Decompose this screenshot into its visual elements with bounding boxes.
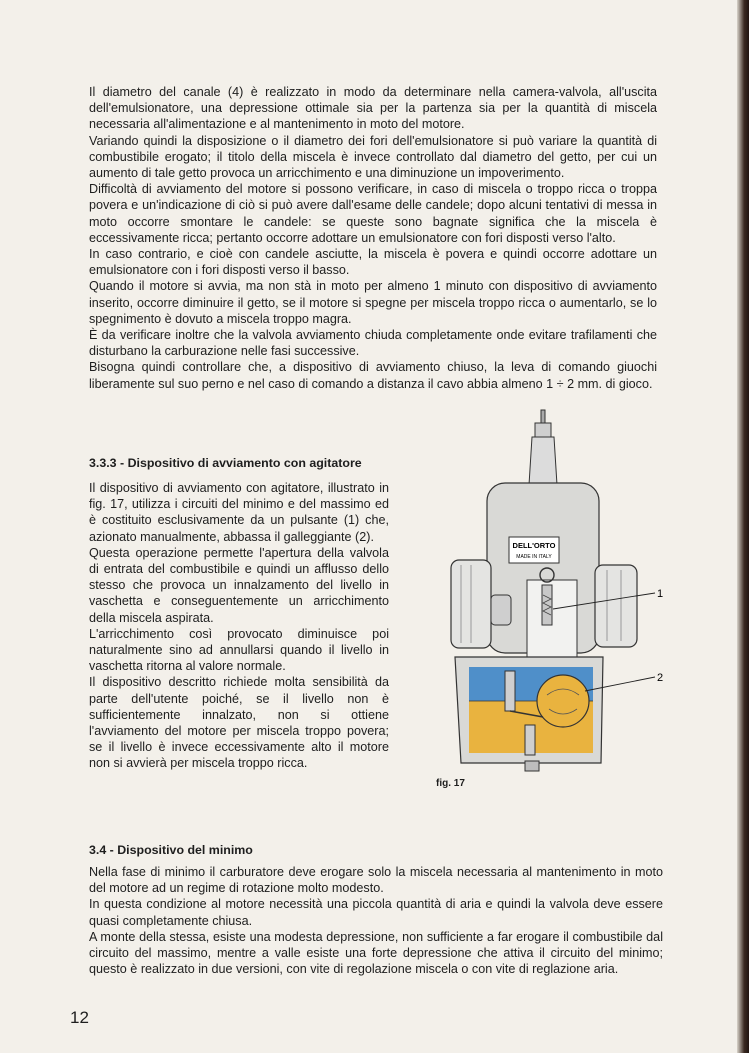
adjuster-nut — [535, 423, 551, 437]
paragraph: A monte della stessa, esiste una modesta depressione, non sufficiente a far erogare il combustibile dal circuito del massimo, mentre a valle esiste una forte depressione che attiva il circuito del minimo; questo è realizzato in due versioni, con vite di regolazione miscela o con vite di reglazione aria. — [89, 929, 663, 977]
page-edge — [737, 0, 749, 1053]
needle-valve — [505, 671, 515, 711]
drain-plug — [525, 761, 539, 771]
paragraph: In questa condizione al motore necessità una piccola quantità di aria e quindi la valvola deve essere quasi completamente chiusa. — [89, 897, 663, 928]
page-number: 12 — [70, 1008, 89, 1027]
figure-caption: fig. 17 — [436, 778, 465, 789]
paragraph: Il diametro del canale (4) è realizzato in modo da determinare nella camera-valvola, all'uscita dell'emulsionatore, una depressione ottimale sia per la partenza sia per la quantità di miscela necessaria all'alimentazione e al mantenimento in moto del motore. — [89, 85, 657, 132]
callout-label-1: 1 — [657, 588, 664, 600]
paragraph: Difficoltà di avviamento del motore si possono verificare, in caso di miscela o troppo ricca o troppa povera e un'indicazione di ciò si può avere dall'esame delle candele; dopo alcuni tentativi di messa in moto occorre smontare le candele: se queste sono bagnate significa che la miscela è eccessivamente ricca; pertanto occorre adottare un emulsionatore con fori disposti verso l'alto. — [89, 182, 657, 245]
paragraph: L'arricchimento così provocato diminuisce poi naturalmente sino ad annullarsi quando il livello in vaschetta ritorna al valore normale. — [89, 626, 389, 674]
float — [537, 675, 589, 727]
paragraph: Nella fase di minimo il carburatore deve erogare solo la miscela necessaria al mantenimento in moto del motore ad un regime di rotazione molto modesto. — [89, 865, 663, 896]
main-jet — [525, 725, 535, 755]
section-333-text — [89, 480, 389, 772]
brand-plate-line1: DELL'ORTO — [512, 541, 556, 550]
paragraph: Questa operazione permette l'apertura della valvola di entrata del combustibile e quindi un afflusso dello stesso che provoca un innalzamento del livello in vaschetta e conseguentemente un arricchimento della miscela aspirata. — [89, 545, 389, 625]
adjuster-stem — [541, 410, 545, 424]
paragraph: È da verificare inoltre che la valvola avviamento chiuda completamente onde evitare trafilamenti che disturbano la carburazione nelle fasi successive. — [89, 328, 657, 359]
carburetor-figure — [425, 405, 685, 785]
paragraph: Il dispositivo di avviamento con agitatore, illustrato in fig. 17, utilizza i circuiti del minimo e del massimo ed è costituito esclusivamente da un pulsante (1) che, azionato manualmente, abbassa il galleggiante (2). — [89, 481, 389, 544]
section-heading-333: 3.3.3 - Dispositivo di avviamento con agitatore — [89, 456, 362, 470]
intro-text — [89, 84, 657, 392]
callout-label-2: 2 — [657, 672, 664, 684]
section-34-text — [89, 864, 663, 977]
paragraph: In caso contrario, e cioè con candele asciutte, la miscela è povera e quindi occorre adottare un emulsionatore con i fori disposti verso il basso. — [89, 247, 657, 278]
paragraph: Il dispositivo descritto richiede molta sensibilità da parte dell'utente poiché, se il livello non è sufficientemente innalzato, non si ottiene l'avviamento del motore per miscela troppo povera; se il livello è invece eccessivamente alto il motore non si avvierà per miscela troppo ricca. — [89, 675, 389, 771]
idle-screw — [491, 595, 511, 625]
adjuster-body — [529, 437, 557, 485]
right-outlet — [595, 565, 637, 647]
brand-plate-line2: MADE IN ITALY — [516, 554, 552, 560]
paragraph: Variando quindi la disposizione o il diametro dei fori dell'emulsionatore si può variare la quantità di combustibile erogato; il titolo della miscela è invece controllato dal diametro del getto, per cui un aumento di tale getto provoca un arricchimento e una diminuzione un impoverimento. — [89, 133, 657, 181]
paragraph: Quando il motore si avvia, ma non stà in moto per almeno 1 minuto con dispositivo di avviamento inserito, occorre diminuire il getto, se il motore si spegne per miscela troppo ricca o aumentarlo, se lo spegnimento è dovuto a miscela troppo magra. — [89, 279, 657, 326]
section-heading-34: 3.4 - Dispositivo del minimo — [89, 843, 253, 857]
paragraph: Bisogna quindi controllare che, a dispositivo di avviamento chiuso, la leva di comando giuochi liberamente sul suo perno e nel caso di comando a distanza il cavo abbia almeno 1 ÷ 2 mm. di gioco. — [89, 360, 657, 391]
